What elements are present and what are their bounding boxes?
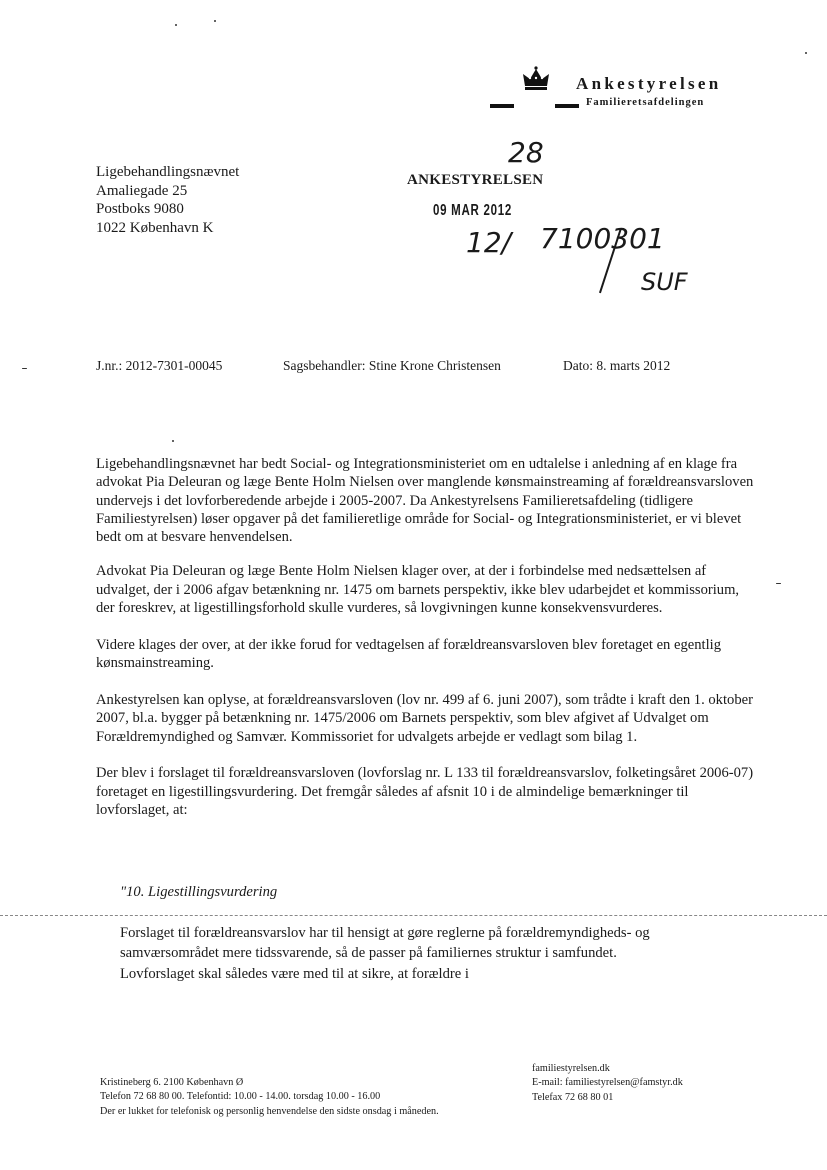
scan-speck (172, 440, 174, 442)
scan-speck (776, 583, 781, 584)
crown-logo-icon (521, 66, 551, 92)
page-divider (0, 915, 827, 916)
scan-speck (214, 20, 216, 22)
organization-name: Ankestyrelsen (576, 74, 722, 93)
footer-contact (100, 1076, 439, 1119)
journal-number: J.nr.: 2012-7301-00045 (96, 358, 223, 373)
handwritten-note: 7100301 (540, 222, 665, 255)
quote-text: Forslaget til forældreansvarslov har til hensigt at gøre reglerne på forældremyndigheds- og samværsområdet mere tidssvarende, så de passer på familiernes struktur i samfundet. Lovforslaget skal således være med til at sikre, at forældre i (120, 925, 650, 982)
letterhead-bar (555, 104, 579, 108)
footer-fax: Telefax 72 68 80 01 (532, 1091, 614, 1103)
footer-email: E-mail: familiestyrelsen@famstyr.dk (532, 1077, 683, 1089)
scan-speck (175, 24, 177, 26)
recipient-line: Ligebehandlingsnævnet (96, 164, 240, 180)
footer-phone: Telefon 72 68 80 00. Telefontid: 10.00 - 14.00. torsdag 10.00 - 16.00 (100, 1091, 381, 1103)
letter-date: Dato: 8. marts 2012 (563, 358, 671, 373)
scan-speck (805, 52, 807, 54)
quote-heading: "10. Ligestillingsvurdering (120, 884, 278, 900)
recipient-line: Amaliegade 25 (96, 182, 188, 199)
footer-website: familiestyrelsen.dk (532, 1063, 610, 1074)
handwritten-initials: SUF (641, 268, 688, 296)
body-paragraph: Ankestyrelsen kan oplyse, at forældreansvarsloven (lov nr. 499 af 6. juni 2007), som trådte i kraft den 1. oktober 2007, bl.a. bygger på betænkning nr. 1475/2006 om Barnets perspektiv, som blev afgivet af Udvalget om Forældremyndighed og Samvær. Kommissoriet for udvalgets arbejde er vedlagt som bilag 1. (96, 691, 753, 745)
recipient-line: Postboks 9080 (96, 201, 184, 217)
body-paragraph: Ligebehandlingsnævnet har bedt Social- og Integrationsministeriet om en udtalelse i anledning af en klage fra advokat Pia Deleuran og læge Bente Holm Nielsen over manglende kønsmainstreaming af forældreansvarsloven undervejs i det lovforberedende arbejde i 2005-2007. Da Ankestyrelsens Familieretsafdeling (tidligere Familiestyrelsen) løser opgaver på det familieretlige område for Social- og Integrationsministeriet, er vi blevet bedt om at besvare henvendelsen. (96, 456, 754, 546)
stamp-date: 09 MAR 2012 (433, 202, 512, 219)
body-paragraph: Advokat Pia Deleuran og læge Bente Holm Nielsen klager over, at der i forbindelse med nedsættelsen af udvalget, der i 2006 afgav betænkning nr. 1475 om barnets perspektiv, ikke blev udarbejdet et kommissorium, der foreskrev, at ligestillingsforhold skulle vurderes, så lovgivningen kunne konsekvensvurderes. (96, 563, 740, 617)
stamp-number: 28 (508, 136, 544, 169)
footer-online (532, 1062, 683, 1105)
recipient-line: 1022 København K (96, 219, 214, 236)
footer-address: Kristineberg 6. 2100 København Ø (100, 1077, 244, 1088)
department-name: Familieretsafdelingen (586, 97, 705, 108)
recipient-address (96, 163, 239, 237)
scan-speck (22, 368, 27, 369)
letterhead-bar (490, 104, 514, 108)
stamp-organization: ANKESTYRELSEN (407, 172, 544, 188)
footer-closed-note: Der er lukket for telefonisk og personlig henvendelse den sidste onsdag i måneden. (100, 1105, 439, 1117)
handwritten-note: 12/ (466, 226, 512, 259)
body-paragraph: Videre klages der over, at der ikke forud for vedtagelsen af forældreansvarsloven blev foretaget en egentlig kønsmainstreaming. (96, 636, 722, 672)
letter-body (96, 455, 761, 838)
case-officer: Sagsbehandler: Stine Krone Christensen (283, 358, 501, 373)
body-paragraph: Der blev i forslaget til forældreansvarsloven (lovforslag nr. L 133 til forældreansvarslov, folketingsåret 2006-07) foretaget en ligestillingsvurdering. Det fremgår således af afsnit 10 i de almindelige bemærkninger til lovforslaget, at: (96, 765, 754, 818)
